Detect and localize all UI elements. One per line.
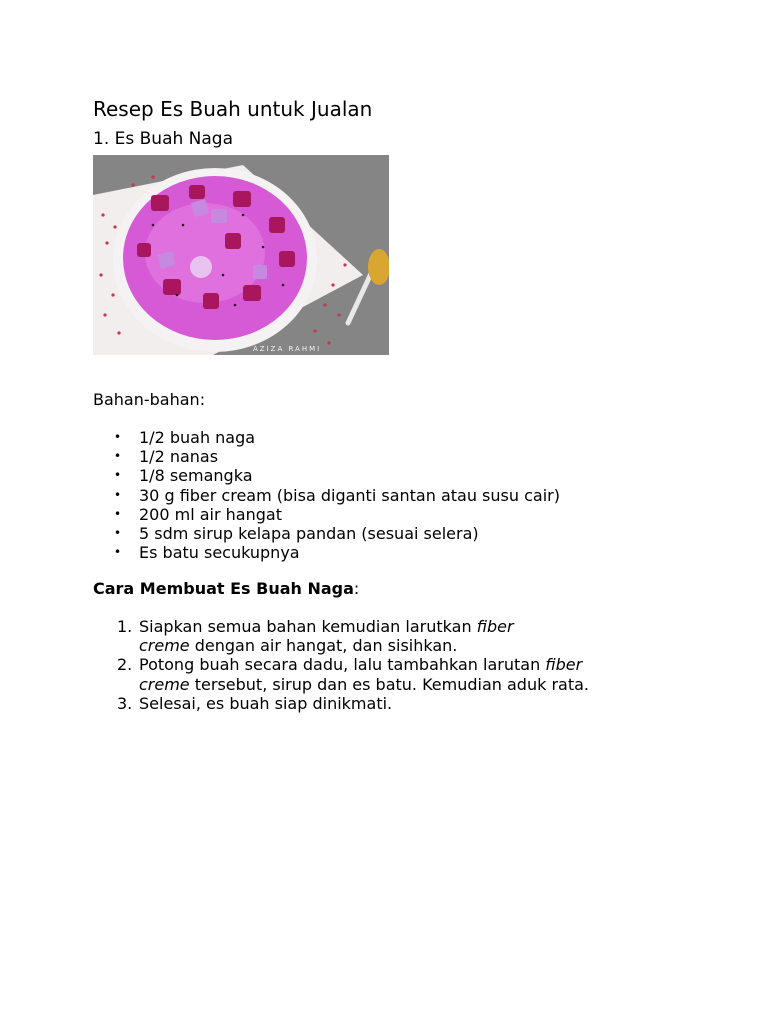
page-title: Resep Es Buah untuk Jualan <box>93 97 373 121</box>
step-text-italic: creme <box>139 674 190 694</box>
list-item <box>93 524 560 543</box>
step-item <box>93 694 653 713</box>
ingredient-text: 200 ml air hangat <box>139 504 282 524</box>
es-buah-naga-image <box>93 155 389 355</box>
step-text-italic: fiber <box>476 617 514 636</box>
bullet-icon: • <box>114 526 122 541</box>
step-text: Selesai, es buah siap dinikmati. <box>139 693 393 713</box>
step-number: 1. <box>117 617 133 636</box>
photo-watermark: AZIZA RAHMI <box>253 345 322 353</box>
list-item <box>93 505 560 524</box>
ingredient-text: 1/2 buah naga <box>139 428 256 447</box>
list-item <box>93 447 560 466</box>
step-number: 3. <box>117 693 133 713</box>
list-item <box>93 428 560 447</box>
bullet-icon: • <box>114 449 122 464</box>
step-number: 2. <box>117 655 133 675</box>
list-item <box>93 466 560 485</box>
bullet-icon: • <box>114 545 122 560</box>
ingredient-text: 30 g fiber cream (bisa diganti santan atau susu cair) <box>139 485 560 505</box>
ingredients-label: Bahan-bahan: <box>93 390 206 409</box>
ingredient-text: 1/2 nanas <box>139 447 219 467</box>
recipe-subtitle: 1. Es Buah Naga <box>93 129 234 149</box>
steps-heading-colon: : <box>353 579 360 598</box>
step-text: Siapkan semua bahan kemudian larutkan <box>139 617 477 636</box>
list-item <box>93 543 560 562</box>
step-text: tersebut, sirup dan es batu. Kemudian aduk rata. <box>189 674 589 694</box>
ingredient-text: Es batu secukupnya <box>139 543 300 563</box>
ingredient-text: 5 sdm sirup kelapa pandan (sesuai selera) <box>139 524 479 544</box>
bullet-icon: • <box>114 506 122 521</box>
bullet-icon: • <box>114 468 122 483</box>
spoon-bowl <box>368 249 389 285</box>
step-text: Potong buah secara dadu, lalu tambahkan larutan <box>139 655 546 675</box>
bullet-icon: • <box>114 487 122 502</box>
ingredient-text: 1/8 semangka <box>139 466 253 486</box>
ingredients-list <box>93 428 560 562</box>
step-text-italic: creme <box>139 636 190 656</box>
step-item <box>93 617 653 655</box>
step-text-italic: fiber <box>545 655 583 675</box>
list-item <box>93 486 560 505</box>
step-text: dengan air hangat, dan sisihkan. <box>189 636 458 656</box>
steps-heading-text: Cara Membuat Es Buah Naga <box>93 579 354 598</box>
recipe-photo <box>93 155 389 355</box>
bullet-icon: • <box>114 430 122 444</box>
steps-list <box>93 617 653 713</box>
steps-heading <box>93 579 359 599</box>
step-item <box>93 655 653 693</box>
